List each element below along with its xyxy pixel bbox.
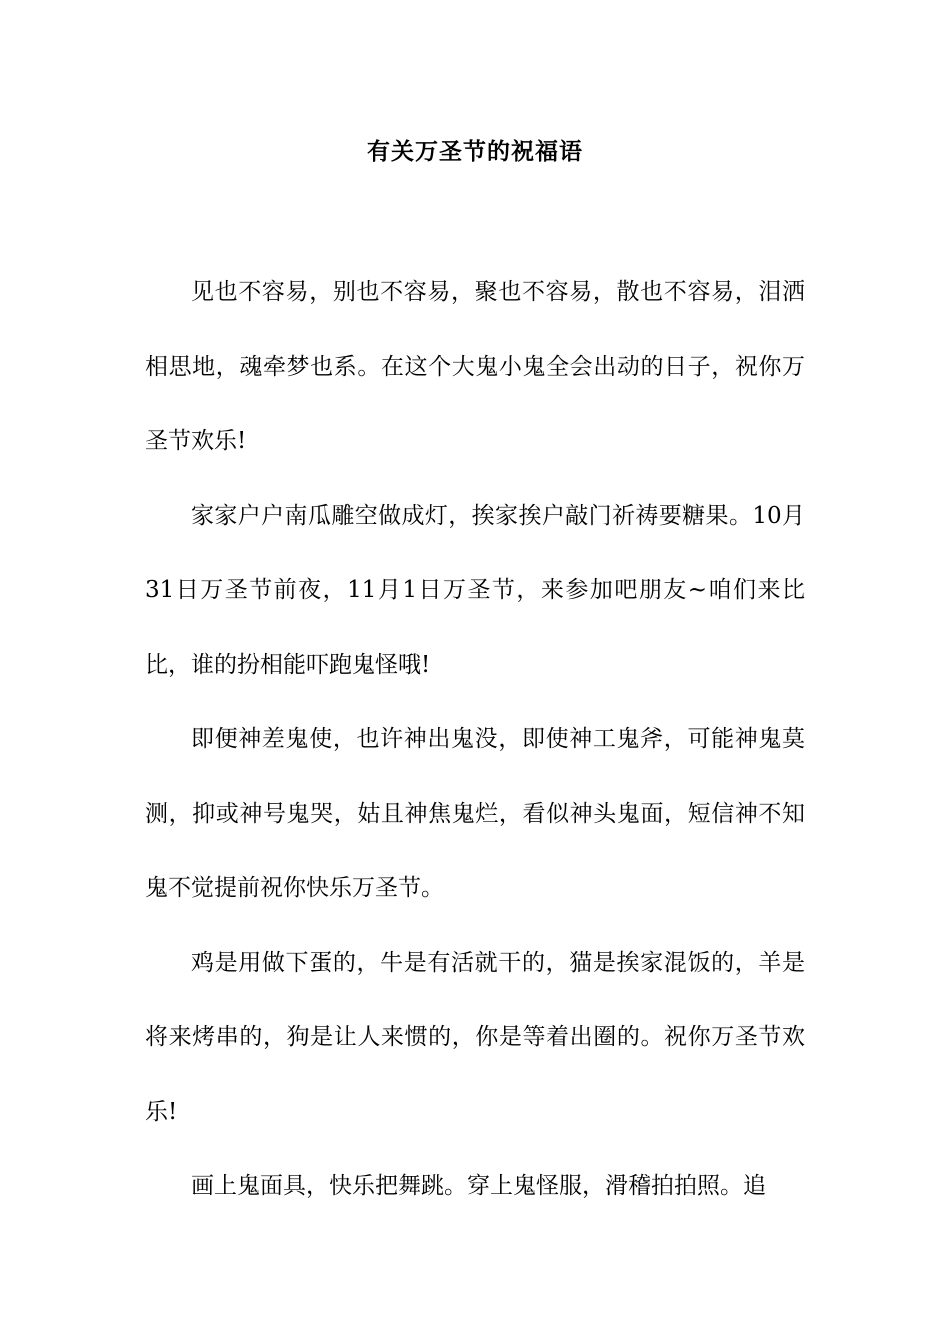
paragraph: 即便神差鬼使，也许神出鬼没，即使神工鬼斧，可能神鬼莫测，抑或神号鬼哭，姑且神焦鬼烂，看似神头鬼面，短信神不知鬼不觉提前祝你快乐万圣节。 — [145, 726, 805, 901]
paragraph: 家家户户南瓜雕空做成灯，挨家挨户敲门祈祷要糖果。10月31日万圣节前夜，11月1日万圣节，来参加吧朋友~咱们来比比，谁的扮相能吓跑鬼怪哦! — [145, 502, 805, 678]
document-body — [145, 255, 805, 1224]
paragraph: 画上鬼面具，快乐把舞跳。穿上鬼怪服，滑稽拍拍照。追 — [191, 1173, 766, 1199]
paragraph: 见也不容易，别也不容易，聚也不容易，散也不容易，泪洒相思地，魂牵梦也系。在这个大鬼小鬼全会出动的日子，祝你万圣节欢乐! — [145, 279, 805, 454]
document-title: 有关万圣节的祝福语 — [367, 138, 583, 165]
paragraph: 鸡是用做下蛋的，牛是有活就干的，猫是挨家混饭的，羊是将来烤串的，狗是让人来惯的，你是等着出圈的。祝你万圣节欢乐! — [145, 949, 805, 1125]
